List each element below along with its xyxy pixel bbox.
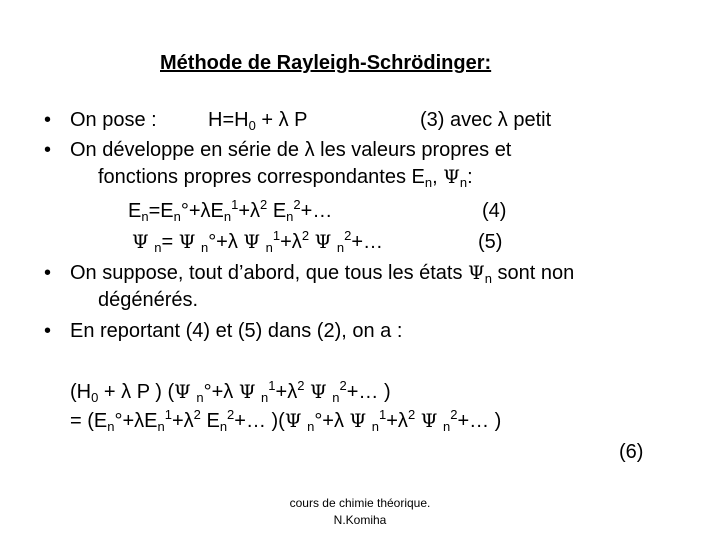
eq3-label: (3) avec λ petit: [420, 109, 552, 131]
footer: [250, 495, 470, 529]
bullet-dot: •: [44, 320, 52, 342]
page-title: Méthode de Rayleigh-Schrödinger:: [160, 52, 492, 74]
equation-6-line-1: ($H_0 + \lambda$ P ) (Ψ $_n$°+λ Ψ $_n^1+\lambda^2$ Ψ $_n^2$+… ): [70, 378, 391, 405]
bullet-4: En reportant (4) et (5) dans (2), on a :: [70, 320, 403, 342]
footer-author: N.Komiha: [333, 513, 387, 527]
eq4-label: (4): [482, 200, 507, 222]
bullet-dot: •: [44, 139, 52, 161]
psi-symbol: Ψ: [443, 166, 460, 188]
footer-course: cours de chimie théorique.: [289, 496, 431, 510]
bullet-3-line-2: dégénérés.: [98, 289, 199, 311]
eq6-label: (6): [619, 441, 644, 463]
bullet-2-line-1: On développe en série de λ les valeurs propres et: [70, 139, 512, 161]
bullet-dot: •: [44, 109, 52, 131]
bullet-dot: •: [44, 262, 52, 284]
hamiltonian-formula: $H=H_0 + \lambda$ P: [208, 109, 308, 133]
equation-4: $E_n=E_n^\circ+\lambda E_n^1+\lambda^2$ $E_n^2+\dots$: [128, 197, 333, 224]
eq5-label: (5): [478, 231, 503, 253]
bullet-2-line-2: fonctions propres correspondantes $E_n$, $\Psi_n$:: [98, 166, 473, 190]
bullet-1: On pose :: [70, 109, 157, 131]
equation-6-line-2: = ($E_n^\circ+\lambda E_n^1+\lambda^2$ $E_n^2+\dots$ )(Ψ $_n$°+λ Ψ $_n^1+\lambda^2$ Ψ $_n^2$+… ): [70, 407, 502, 434]
equation-5: Ψ $_n$= Ψ $_n$°+λ Ψ $_n^1+\lambda^2$ Ψ $_n^2$+…: [132, 228, 383, 255]
bullet-3-line-1: On suppose, tout d’abord, que tous les états $\Psi_n$ sont non: [70, 262, 575, 286]
